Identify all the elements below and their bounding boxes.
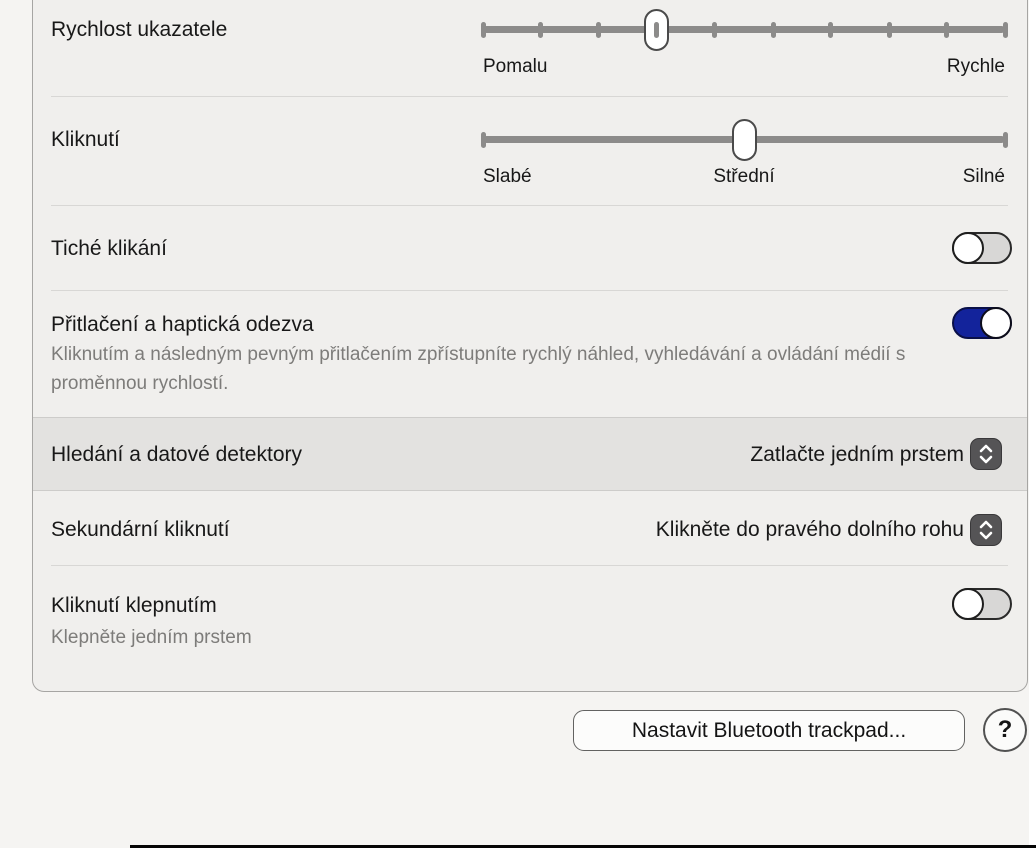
row-click-firmness: [33, 97, 1027, 206]
tap-to-click-description: Klepněte jedním prstem: [51, 627, 252, 648]
slider-tick: [481, 132, 486, 148]
row-force-click: [33, 291, 1027, 417]
click-firmness-max-label: Silné: [962, 166, 1005, 187]
slider-tick: [887, 22, 892, 38]
row-silent-clicking: [33, 206, 1027, 291]
click-firmness-slider[interactable]: [483, 97, 1005, 167]
slider-tick: [712, 22, 717, 38]
help-button[interactable]: ?: [983, 708, 1027, 752]
trackpad-settings-panel: [32, 0, 1028, 692]
lookup-selected-value: Zatlačte jedním prstem: [750, 443, 964, 466]
row-pointer-speed: [33, 0, 1027, 97]
pointer-speed-label: Rychlost ukazatele: [51, 18, 228, 41]
secondary-click-selected-value: Klikněte do pravého dolního rohu: [655, 518, 964, 541]
slider-thumb[interactable]: [732, 119, 757, 161]
force-click-description: Kliknutím a následným pevným přitlačením zpřístupníte rychlý náhled, vyhledávání a ovládání médií s proměnnou rychlostí.: [51, 344, 906, 394]
slider-tick: [654, 22, 659, 38]
toggle-knob: [952, 588, 984, 620]
secondary-click-dropdown-button[interactable]: [970, 514, 1002, 546]
click-firmness-label: Kliknutí: [51, 128, 120, 151]
chevron-up-down-icon: [978, 519, 994, 541]
slider-tick: [538, 22, 543, 38]
lookup-dropdown-button[interactable]: [970, 438, 1002, 470]
click-firmness-mid-label: Střední: [713, 166, 775, 187]
force-click-label: Přitlačení a haptická odezva: [51, 313, 314, 336]
pointer-speed-max-label: Rychle: [946, 56, 1005, 77]
pointer-speed-min-label: Pomalu: [483, 56, 548, 77]
tap-to-click-label: Kliknutí klepnutím: [51, 594, 217, 617]
toggle-knob: [980, 307, 1012, 339]
slider-track[interactable]: [483, 26, 1005, 33]
slider-tick: [771, 22, 776, 38]
silent-clicking-toggle[interactable]: [952, 232, 1012, 264]
slider-tick: [481, 22, 486, 38]
setup-bluetooth-trackpad-button[interactable]: Nastavit Bluetooth trackpad...: [573, 710, 965, 751]
slider-tick: [1003, 22, 1008, 38]
pointer-speed-slider[interactable]: [483, 0, 1005, 51]
row-secondary-click: [33, 491, 1027, 566]
slider-tick: [944, 22, 949, 38]
row-tap-to-click: [33, 566, 1027, 673]
scrollbar-track[interactable]: [1029, 0, 1036, 848]
secondary-click-label: Sekundární kliknutí: [51, 518, 230, 541]
click-firmness-min-label: Slabé: [483, 166, 532, 187]
toggle-knob: [952, 232, 984, 264]
lookup-label: Hledání a datové detektory: [51, 443, 302, 466]
chevron-up-down-icon: [978, 443, 994, 465]
silent-clicking-label: Tiché klikání: [51, 237, 167, 260]
slider-tick: [596, 22, 601, 38]
slider-tick: [828, 22, 833, 38]
tap-to-click-toggle[interactable]: [952, 588, 1012, 620]
row-lookup-data-detectors[interactable]: [33, 417, 1027, 491]
force-click-toggle[interactable]: [952, 307, 1012, 339]
slider-tick: [1003, 132, 1008, 148]
